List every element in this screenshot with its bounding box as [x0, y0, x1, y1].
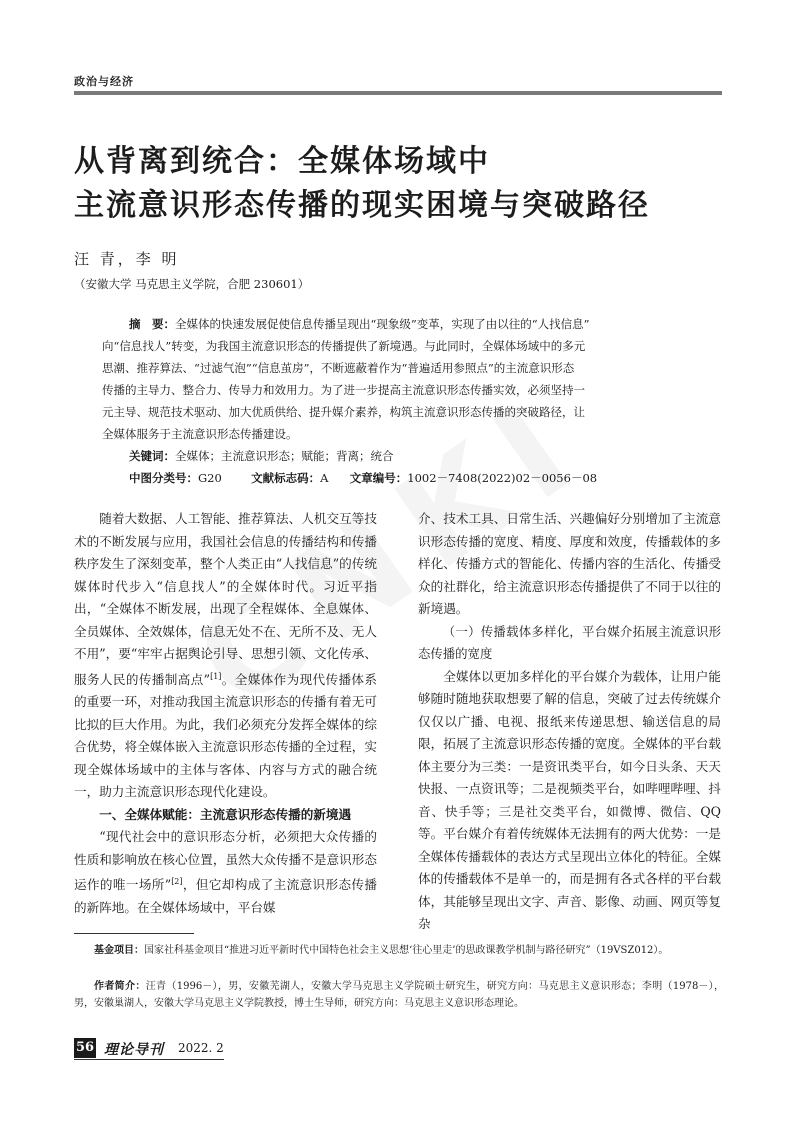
fund-label: 基金项目：: [94, 945, 144, 956]
article-value: 1002－7408(2022)02－0056－08: [407, 471, 598, 485]
clc-value: G20: [198, 471, 222, 485]
doc-value: A: [320, 471, 329, 485]
doc-label: 文献标志码：: [251, 471, 321, 485]
continued-paragraph: 介、技术工具、日常生活、兴趣偏好分别增加了主流意识形态传播的宽度、精度、厚度和效度，传播载体的多样化、传播方式的智能化、传播内容的生活化、传播受众的社群化，给主流意识形态传播提供了不同于以往的新境遇。: [418, 511, 721, 616]
journal-name: 理论导刊: [104, 1042, 164, 1058]
footnote-rule: [74, 933, 194, 934]
subsection-heading-1: （一）传播载体多样化，平台媒介拓展主流意识形态传播的宽度: [418, 623, 721, 661]
article-label: 文章编号：: [349, 471, 408, 485]
abstract-text: 全媒体的快速发展促使信息传播呈现出“现象级”变革，实现了由以往的“人找信息”: [175, 317, 590, 331]
affiliation: （安徽大学 马克思主义学院，合肥 230601）: [74, 277, 310, 291]
keywords-label: 关键词：: [129, 449, 175, 463]
title-line-2: 主流意识形态传播的现实困境与突破路径: [74, 188, 650, 223]
fund-footnote: [74, 942, 724, 959]
section-header: 政治与经济: [74, 75, 134, 88]
body-right-column: [418, 508, 721, 936]
intro-paragraph: 随着大数据、人工智能、推荐算法、人机交互等技术的不断发展与应用，我国社会信息的传播结构和传播秩序发生了深刻变革，整个人类正由“人找信息”的传统媒体时代步入“信息找人”的全媒体时代。习近平指出，“全媒体不断发展，出现了全程媒体、全息媒体、全员媒体、全效媒体，信息无处不在、无所不及、无人不用”，要“牢牢占据舆论引导、思想引领、文化传承、服务人民的传播制高点”[1]。全媒体作为现代传播体系的重要一环，对推动我国主流意识形态的传播有着无可比拟的巨大作用。为此，我们必须充分发挥全媒体的综合优势，将全媒体嵌入主流意识形态传播的全过程，实现全媒体场域中的主体与客体、内容与方式的融合统一，助力主流意识形态现代化建设。: [74, 511, 377, 800]
footer-rule: [74, 1059, 224, 1060]
section1-paragraph: “现代社会中的意识形态分析，必须把大众传播的性质和影响放在核心位置，虽然大众传播不是意识形态运作的唯一场所”[2]，但它却构成了主流意识形态传播的新阵地。在全媒体场域中，平台媒: [74, 829, 377, 915]
header-rule: [74, 91, 722, 95]
citation-1: [1]: [210, 671, 222, 681]
keywords: [129, 448, 394, 464]
clc-label: 中图分类号：: [129, 471, 198, 485]
author-text: 汪青（1996－），男，安徽芜湖人，安徽大学马克思主义学院硕士研究生，研究方向：马克思主义意识形态；李明（1978－），男，安徽巢湖人，安徽大学马克思主义学院教授，博士生导师，研究方向：马克思主义意识形态理论。: [74, 981, 725, 1009]
body-left-column: [74, 508, 377, 919]
authors: 汪 青，李 明: [74, 250, 180, 268]
title-line-1: 从背离到统合：全媒体场域中: [74, 144, 490, 179]
citation-2: [2]: [171, 877, 183, 887]
fund-text: 国家社科基金项目“推进习近平新时代中国特色社会主义思想‘往心里走’的思政课教学机制与路径研究”（19VSZ012）。: [144, 945, 669, 956]
abstract-label: 摘 要：: [129, 317, 175, 331]
author-footnote: [74, 978, 724, 1012]
abstract-line-6: 全媒体服务于主流意识形态传播建设。: [102, 427, 298, 441]
author-label: 作者简介：: [94, 981, 146, 992]
abstract-line-4: 传播的主导力、整合力、传导力和效用力。为了进一步提高主流意识形态传播实效，必须坚持一: [102, 383, 585, 397]
keywords-value: 全媒体；主流意识形态；赋能；背离；统合: [175, 449, 394, 463]
abstract-line-2: 向“信息找人”转变，为我国主流意识形态的传播提供了新境遇。与此同时，全媒体场域中的多元: [102, 339, 586, 353]
subsection1-paragraph: 全媒体以更加多样化的平台媒介为载体，让用户能够随时随地获取想要了解的信息，突破了过去传统媒介仅仅以广播、电视、报纸来传递思想、输送信息的局限，拓展了主流意识形态传播的宽度。全媒体的平台载体主要分为三类：一是资讯类平台，如今日头条、天天快报、一点资讯等；二是视频类平台，如哔哩哔哩、抖音、快手等；三是社交类平台，如微博、微信、QQ 等。平台媒介有着传统媒体无法拥有的两大优势：一是全媒体传播载体的表达方式呈现出立体化的特征。全媒体的传播载体不是单一的，而是拥有各式各样的平台载体，其能够呈现出文字、声音、影像、动画、网页等复杂: [418, 668, 721, 931]
page-number: 56: [74, 1038, 96, 1058]
abstract-line-3: 思潮、推荐算法、“过滤气泡”“信息茧房”，不断遮蔽着作为“普遍适用参照点”的主流意识形态: [102, 361, 575, 375]
section-heading-1: 一、全媒体赋能：主流意识形态传播的新境遇: [99, 806, 352, 822]
issue-number: 2022. 2: [178, 1041, 224, 1055]
abstract-line-1: [129, 316, 590, 332]
abstract-line-5: 元主导、规范技术驱动、加大优质供给、提升媒介素养，构筑主流意识形态传播的突破路径，让: [102, 405, 585, 419]
